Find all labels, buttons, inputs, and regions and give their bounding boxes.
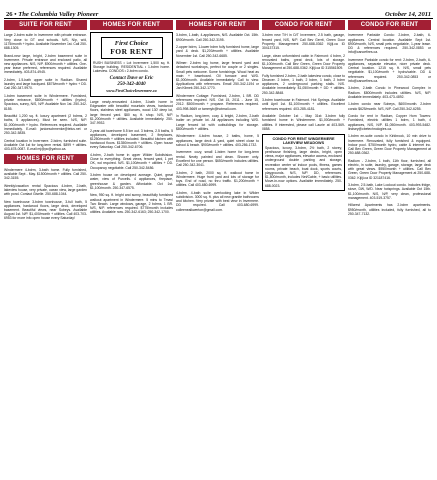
- classified-ad: 3-bdrm new T/H in D/T Invermere, 2.5 bath, garage, fenced yard, N/S, N/P. Call Bev Gerrit, Green Door Property Management 250-688-0362 Kijiji.ca ID 304137315.: [262, 33, 345, 50]
- page-header-left: [6, 11, 98, 18]
- section-title-homes-for-rent: HOMES FOR RENT: [176, 20, 259, 30]
- classified-ad: New townhouse 3-bdrm townhouse, 3-full bath, 5 appliances, hardwood floors, large deck, developed basement. Beautiful views, near Sobeys. Available August 1st. N/P. $1,400/month + utilities. Call 403-703-6953 for more info open house every Saturday!: [4, 199, 87, 221]
- classified-ad: Beautiful 1,200 sq. ft. luxury apartment (2 bdrms, 2 baths, 5 appliances). Must be seen. N/S, N/P. $1,000/month + hydro. References required. Available immediately. E-mail: janiceschmenke@telus.net or 250-342-5835.: [4, 114, 87, 136]
- classified-ad: Condo for rent in Radium, Copper Horn Towers: Furnished, electric utilities 1 bdrm, 1 bath, 4 appliances, N/S, N/P. $1,050/month. 403-993-5482. lindsey@cbetechnologies.ca.: [348, 114, 431, 131]
- classified-ad: Wilmer: 2-bdrm log home, large fenced yard and detached workshops, perfect for couple or 2 singles. Small pets welcome. Some furnishings. Wood heat as main + baseboard. Oil furnace and W/D. $1,000/month. Available immediately. Call to view. Applications with references. Email 250-342-1194 or Jan Klimek 250-342-1770.: [176, 61, 259, 91]
- suite-for-rent-ads: [4, 33, 87, 151]
- lakeview-body: Spacious, luxury, 3-bdrm, 2½ bath, 2 storey, penthouse finishing, large decks, bright, open views, major appliances, elevator access, enclosed underground double parking and storage, recreation center w/ indoor pools, fitness, games rooms, private beach, boat dock, sports courts, playgrounds. N/S, N/P. DD, references. $1,800/month, includes Net/Cable, + basic utilities. Move-in-now options. Available immediately. 250-688-0023.: [265, 145, 342, 188]
- section-title-condo-for-rent: CONDO FOR RENT: [262, 20, 345, 30]
- homes-for-rent-right-ads: [176, 33, 259, 211]
- logo-text-top: First Choice: [114, 40, 149, 47]
- section-title-suite-for-rent: SUITE FOR RENT: [4, 20, 87, 30]
- classified-ad: 4-bdrm, 4-bath suite overlooking lake in Wilder subdivision. 3000 sq. ft. plus all new granite bathrooms and kitchen. Very private with best view in Invermere. DD required. Call 403-680-6999. colleenealkwerton@gmail.com.: [176, 190, 259, 212]
- classified-ad: 3-bdrm townhouse in Fairmont. Hot Springs. Available until April 1st. $1,100/month + utilities. Excellent references required. 403-285-4181.: [262, 98, 345, 111]
- classified-ad: 1-bdrm condo near Sobeys, $600/month. 2-bdrm condo $625/month. N/S, N/P. Call 250-342-6255.: [348, 102, 431, 111]
- section-title-condo-for-rent: CONDO FOR RENT: [348, 20, 431, 30]
- classified-ad: Brand-new large, bright, 2-bdrm basement suite in Invermere. Private entrance and enclosed patio, all new appliances. N/S, N/P. $900/month + utilities. One-year lease preferred, references required. Available immediately. 403-874-4945.: [4, 53, 87, 75]
- classified-ad: 2-upper bdrm, 1-lower bdrm fully furnished home, large yard & deck. $1,200/month + utilities. Available November 1st. Call 250-342-6685.: [176, 45, 259, 58]
- classified-ad: In Radium, long-term, cozy & bright, 2-bdrm, 2-bath trailer on private lot. All appliances including W/D. Large fenced lot with outbuildings for storage. $800/month + utilities.: [176, 114, 259, 131]
- classified-ad: Invermere: cozy, small 1-bdrm home for long-term rental. Newly painted and clean. Shower only. Excellent for one person. $650/month includes utilities. Call 250-342-3041.: [176, 150, 259, 168]
- first-choice-logo: [101, 37, 163, 59]
- section-title-homes-for-rent: HOMES FOR RENT: [4, 154, 87, 164]
- classified-ad: Large 2-bdrm suite in Invermere with private entrance. Very close to DT and schools. N/S, N/p, w/d, 1175/month + hydro. Available November 1st. Call 250-688-1305.: [4, 33, 87, 50]
- classified-ad: New, 950 sq. ft. bright and sunny, beautifully furnished walkout apartment in Windermere. 5 mins to Tmas/ Two Beach. Large windows, garage, 2 bdrms, 1 BR. N/S, N/P. references required. $775/month includes utilities. Available now. 250-342-6163; 250-342-1700.: [90, 193, 173, 215]
- condo-for-rent-ads: [262, 33, 345, 131]
- first-choice-ad-box: [90, 32, 173, 97]
- classified-ad: Large, clean unfurnished cabin in Fairmont: 4 bdrm, 2 renovated baths, great deck, lots of storage. $1,100/month. Call Bev Green, Green Door Property Management at 250-688-0362. Kijiji.ca ID 315561509.: [262, 53, 345, 71]
- contact-phone: 250-342-4040: [117, 81, 146, 87]
- classified-ad: Fully furnished 2-bdrm, 2-bath lakeview condo, close to Dinarcer. 2 bdrm, 1 bath, 2 bdrm, 1 bath, 2 bdrm appliances, 2 underground parking stalls. N/S. Available immediately. $1,050/month + DD + utilities. 250-342-8848.: [262, 73, 345, 95]
- classified-ad: Large newly-renovated 4-bdrm, 3-bath home in Edgewater with beautiful mountain views, hardwood floors, stainless steel appliances, wood 130' deep lot, large fenced yard. $80 sq. ft. shop. N/S, N/P. $1,200/month + utilities. Available immediately. 250-347-9932.: [90, 100, 173, 126]
- classified-ad: Weekly/vacation rental Spacious 4-bdrm, 2-bath, lakeview house, very private, ocean view, large garden with pond. Contact Giselle. 250-688-1044.: [4, 183, 87, 197]
- header-separator: •: [14, 11, 17, 18]
- column-1: [4, 20, 87, 478]
- classified-ad: 3-bdrm house on developed acreage. Quiet, great water, view of Purcells. 4 appliances, fireplace, greenhouse & garden. Affordable. Oct 1st. $1,100/month. 250-347-6575.: [90, 173, 173, 190]
- classified-ad: 2-year-old townhome 5.5 km out. 3 bdrms, 2.5 baths, 5 appliances, developed basement, 2 fireplaces, $1250/month + utilities included. Beautiful kitchen with hardwood floors. $1350/month + utilities. Open house every Saturday. Call 250-342-6706.: [90, 128, 173, 150]
- classified-ad: 4-bdrm, 2-bath home in upper Wilder Subdivision. Close to everything. Great views, fenced yard, 1 pet OK, wd required. N/S. $1,100/month + utilities + DD. Occupancy negotiable. Call 250-342-5486.: [90, 153, 173, 170]
- classified-ad: Invermere Parkside Condo: 2-bdrm, 2-bath, 6-appliances. Central location. Available Sept 1st. $900/month, N/S, small pets negotiable, 1-year lease. DD & references required. 250-342-0853 or info@canoefires.ca.: [348, 33, 431, 55]
- classified-ad: Windermere 4-bdrm, 3-bath home. Fully furnished, available Sept - May. $1500/month + utilities. Call 250-342-3155.: [4, 167, 87, 181]
- contact-label: Contact Dave or Eric: [109, 75, 154, 81]
- section-title-homes-for-rent: HOMES FOR RENT: [90, 20, 173, 30]
- first-choice-contact: [93, 76, 170, 94]
- classified-ad: Radium - 2-bdrm, 1 bath, 11th floor, furnished, all electric, in suite, laundry, garage, storage, large deck with great views. $950/month + utilities. Call Bev Green, Green Door Property Management at 250-688-0362. Kijiji.ca ID 321187416.: [348, 158, 431, 180]
- contact-website: www.FirstChoiceInvermere.ca: [106, 87, 157, 93]
- classified-ad: Windermere Cottage: Furnished, 2-bdrm, 1 BR. DD references required. N/S. Oct 15, 2011 - June 15, 2012. $500/month + propane. References required. 403-998-5669 or tammyb@hotmail.com.: [176, 94, 259, 111]
- logo-text-bottom: FOR RENT: [110, 47, 153, 56]
- lakeview-title: CONDO FOR RENT WINDERMERE LAKEVIEW MEADOWS: [272, 137, 335, 146]
- classified-ad: 3-bdrm, 2 bath, 2000 sq. ft. walkout home in Windermere. Huge front yard and lots of storage for toys. End of road, no thru traffic. $1,200/month + utilities. Call 403-680-6999.: [176, 170, 259, 188]
- publication-name: The Columbia Valley Pioneer: [18, 11, 99, 18]
- classified-ad: 3-bdrm, 2-bath Condo in Pinewood Complex in Radium. $800/month includes utilities. N/S, N/P. Available immediately. 403-473-4892.: [348, 86, 431, 99]
- classified-ad: Hillcrest Apartments has 2-bdrm apartments. $950/month, utilities included, fully furnished, all to 250-347-7132.: [348, 203, 431, 216]
- condo-for-rent-b-ads: [348, 33, 431, 216]
- first-choice-services: RUSH BUSINESS • Lot Invermere 1,500 sq. ft. Storage building. RESIDENTIAL • 1-bdrm home. Lakeview. CONDOS • 2-bdrm condo.: [93, 61, 170, 74]
- homes-for-rent-mid-ads: [90, 100, 173, 214]
- page-number: 26: [6, 11, 13, 18]
- classified-ad: 1-bdrm basement suite in Windermere. Furnished, private entrance, $800/month + utilities (hydro). Spacious, sunny, N/S, N/P. Available Nov 1st. 250-342-8155.: [4, 94, 87, 111]
- classified-ad: Invermere Parkside condo for rent: 2-bdrm, 2-bath, 6-appliances, separate elevator, nicer private deck. Central location. 1215 sq. ft. N/S, small pets negotiable. $1,100/month + hydro/cable. DD & references required. 250-342-0853 or info@canoefires.ca.: [348, 57, 431, 83]
- homes-for-rent-ads: [4, 168, 87, 221]
- classified-ad: 1-bdrm en-suite condo in Kirkbrook, 10 min drive to Invermere. Renovated, fully furnished & equipped. Indoor pool. $750/month hydro, cable & internet inc. Call Bev Green, Green Door Property Management at 250-688-0362.: [348, 134, 431, 156]
- classified-ad: Central location in Invermere. 2-bdrm, furnished suite. Available Oct 1st for long-term rental. $899 + utilities. 403-678-0087. E-mail mj@pc@yahoo.ca.: [4, 138, 87, 152]
- lakeview-meadows-ad: [262, 134, 345, 191]
- column-3: [176, 20, 259, 478]
- classified-ad: 3-bdrm, 1-bath, 4-appliances, N/S. Available Oct. 15th. $900/month. Call 250-342-3195.: [176, 33, 259, 42]
- column-2: [90, 20, 173, 478]
- classified-ad: Available October 1st - May 31st: 3-bdrm fully furnished home in Windermere. $1,000/month + utilities. If interested, please call Laurie at 403-569-0858.: [262, 114, 345, 131]
- page-header: [0, 0, 437, 18]
- page-date: October 14, 2011: [385, 11, 431, 18]
- classified-ad: 2-bdrm, 1.5-bath upper suite in Radium. Shared laundry and large backyard. $875/month + hydro + DD. Call 250-347-9970.: [4, 78, 87, 91]
- classified-ad: 3-bdrm, 2.5-bath, Lake Lookout condo. Includes fridge, stove, DW, W/D. Near hotsprings. Available Oct 15th. $1,100/month. N/S, N/P, very clean, professional management. 403-519-3757.: [348, 183, 431, 200]
- classified-ad: Windermere: 4-bdrm house, 2 baths, home, 5 appliances, large deck & yard, quiet street close to school & beach. $900/month + utilities. 403-286-1732.: [176, 134, 259, 147]
- classifieds-grid: [4, 20, 433, 478]
- column-5: [348, 20, 431, 478]
- column-4: [262, 20, 345, 478]
- header-divider: [4, 18, 433, 19]
